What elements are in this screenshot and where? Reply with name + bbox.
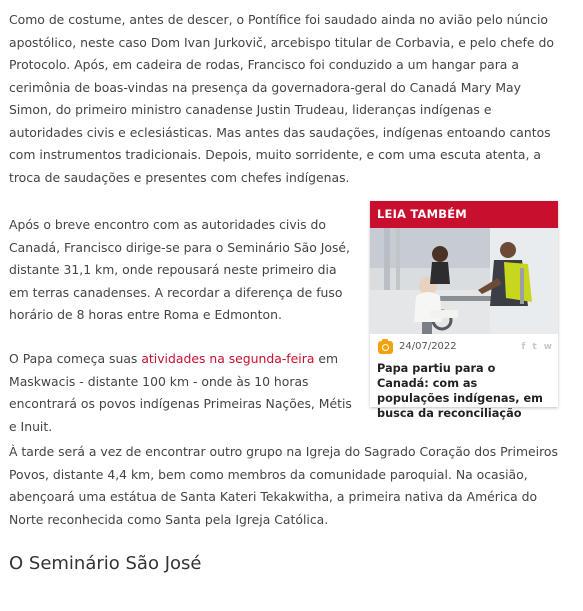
paragraph-text: O Papa começa suas xyxy=(9,351,142,366)
share-icons xyxy=(521,340,552,354)
twitter-icon[interactable]: t xyxy=(532,342,537,352)
camera-icon xyxy=(378,341,393,354)
related-header: LEIA TAMBÉM xyxy=(370,201,558,228)
whatsapp-icon[interactable]: w xyxy=(543,342,552,352)
related-meta xyxy=(370,334,558,362)
section-heading: O Seminário São José xyxy=(9,553,202,574)
facebook-icon[interactable]: f xyxy=(521,342,526,352)
article-paragraph: Após o breve encontro com as autoridades civis do Canadá, Francisco dirige-se para o Seminário São José, distante 31,1 km, onde repousará neste primeiro dia em terras canadenses. A recordar a diferença de fuso horário de 8 horas entre Roma e Edmonton. xyxy=(9,217,350,322)
related-article-title[interactable]: Papa partiu para o Canadá: com as populações indígenas, em busca da reconciliação xyxy=(377,362,543,420)
related-article-photo[interactable] xyxy=(370,228,558,334)
activities-link[interactable]: atividades na segunda-feira xyxy=(141,351,315,366)
article-paragraph: À tarde será a vez de encontrar outro grupo na Igreja do Sagrado Coração dos Primeiros Povos, distante 4,4 km, bem como membros da comunidade paroquial. Na ocasião, abençoará uma estátua de Santa Kateri Tekakwitha, a primeira nativa da América do Norte reconhecida como Santa pela Igreja Católica. xyxy=(9,444,558,527)
paragraph-text: em Maskwacis - distante 100 km - onde às 10 horas encontrará os povos indígenas Primeiras Nações, Métis e Inuit. xyxy=(9,351,352,434)
article-paragraph: Como de costume, antes de descer, o Pontífice foi saudado ainda no avião pelo núncio apostólico, neste caso Dom Ivan Jurkovič, arcebispo titular de Corbavia, e pelo chefe do Protocolo. Após, em cadeira de rodas, Francisco foi conduzido a um hangar para a cerimônia de boas-vindas na presença da governadora-geral do Canadá Mary May Simon, do primeiro ministro canadense Justin Trudeau, lideranças indígenas e autoridades civis e eclesiásticas. Mas antes das saudações, indígenas entoando cantos com instrumentos tradicionais. Depois, muito sorridente, e com uma escuta atenta, a troca de saudações e presentes com chefes indígenas. xyxy=(9,12,554,185)
related-article-card[interactable] xyxy=(370,201,558,420)
article-paragraph xyxy=(9,348,359,438)
related-date: 24/07/2022 xyxy=(399,341,457,352)
